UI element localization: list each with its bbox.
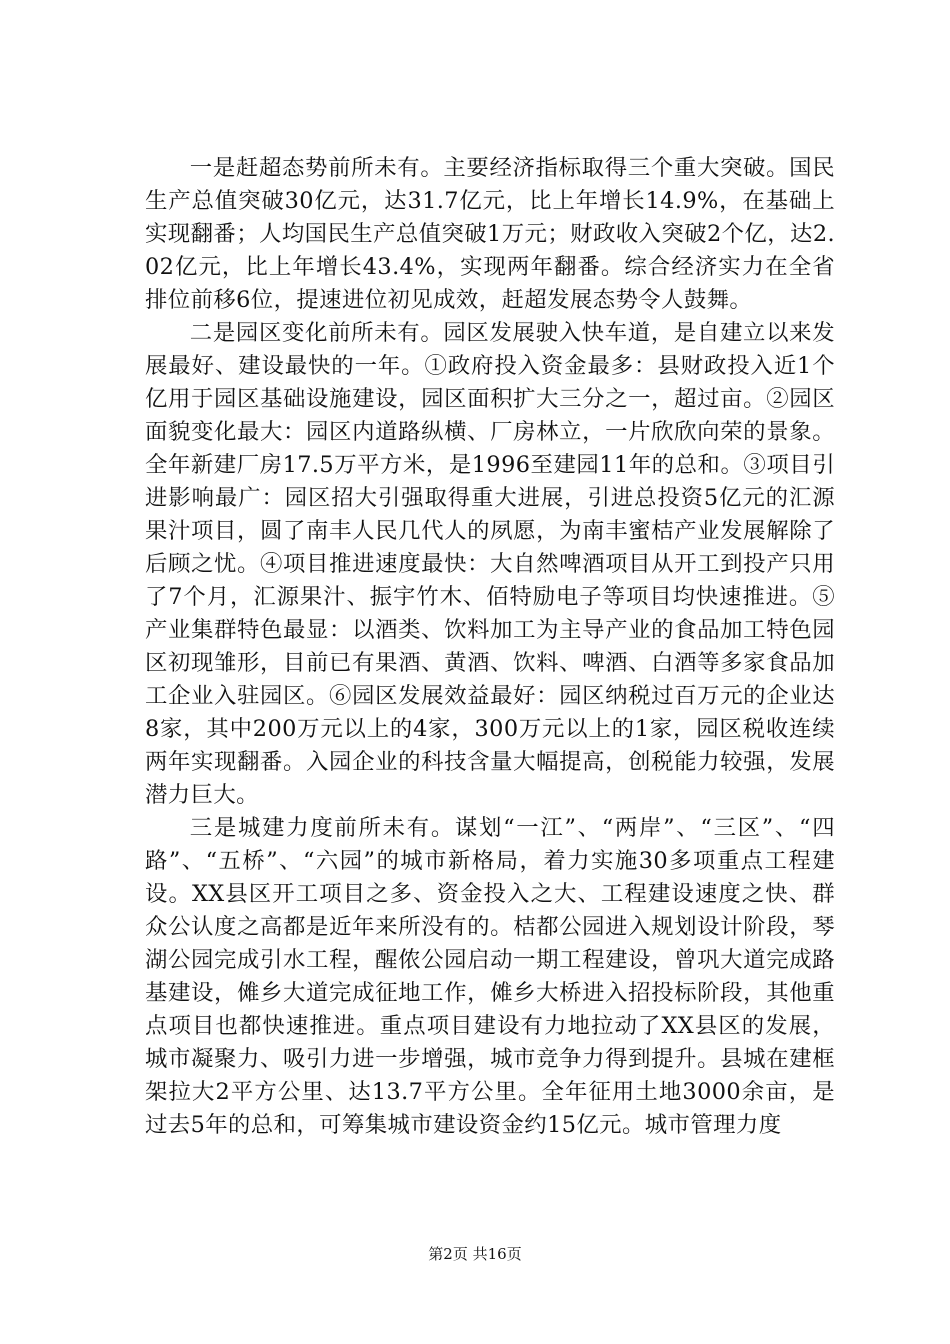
paragraph-economy: 一是赶超态势前所未有。主要经济指标取得三个重大突破。国民生产总值突破30亿元，达31.7亿元，比上年增长14.9%，在基础上实现翻番；人均国民生产总值突破1万元；财政收入突破2个亿，达2.02亿元，比上年增长43.4%，实现两年翻番。综合经济实力在全省排位前移6位，提速进位初见成效，赶超发展态势令人鼓舞。 [145, 155, 835, 313]
paragraph-urban-construction: 三是城建力度前所未有。谋划“一江”、“两岸”、“三区”、“四路”、“五桥”、“六园”的城市新格局，着力实施30多项重点工程建设。XX县区开工项目之多、资金投入之大、工程建设速度之快、群众公认度之高都是近年来所没有的。桔都公园进入规划设计阶段，琴湖公园完成引水工程，醒侬公园启动一期工程建设，曾巩大道完成路基建设，傩乡大道完成征地工作，傩乡大桥进入招投标阶段，其他重点项目也都快速推进。重点项目建设有力地拉动了XX县区的发展，城市凝聚力、吸引力进一步增强，城市竞争力得到提升。县城在建框架拉大2平方公里、达13.7平方公里。全年征用土地3000余亩，是过去5年的总和，可筹集城市建设资金约15亿元。城市管理力度 [145, 815, 835, 1138]
paragraph-industrial-park: 二是园区变化前所未有。园区发展驶入快车道，是自建立以来发展最好、建设最快的一年。①政府投入资金最多：县财政投入近1个亿用于园区基础设施建设，园区面积扩大三分之一，超过亩。②园区面貌变化最大：园区内道路纵横、厂房林立，一片欣欣向荣的景象。全年新建厂房17.5万平方米，是1996至建园11年的总和。③项目引进影响最广：园区招大引强取得重大进展，引进总投资5亿元的汇源果汁项目，圆了南丰人民几代人的夙愿，为南丰蜜桔产业发展解除了后顾之忧。④项目推进速度最快：大自然啤酒项目从开工到投产只用了7个月，汇源果汁、振宇竹木、佰特励电子等项目均快速推进。⑤产业集群特色最显：以酒类、饮料加工为主导产业的食品加工特色园区初现雏形，目前已有果酒、黄酒、饮料、啤酒、白酒等多家食品加工企业入驻园区。⑥园区发展效益最好：园区纳税过百万元的企业达8家，其中200万元以上的4家，300万元以上的1家，园区税收连续两年实现翻番。入园企业的科技含量大幅提高，创税能力较强，发展潜力巨大。 [145, 320, 835, 808]
page-number-footer: 第2页 共16页 [428, 1245, 522, 1263]
document-body [145, 152, 835, 1142]
